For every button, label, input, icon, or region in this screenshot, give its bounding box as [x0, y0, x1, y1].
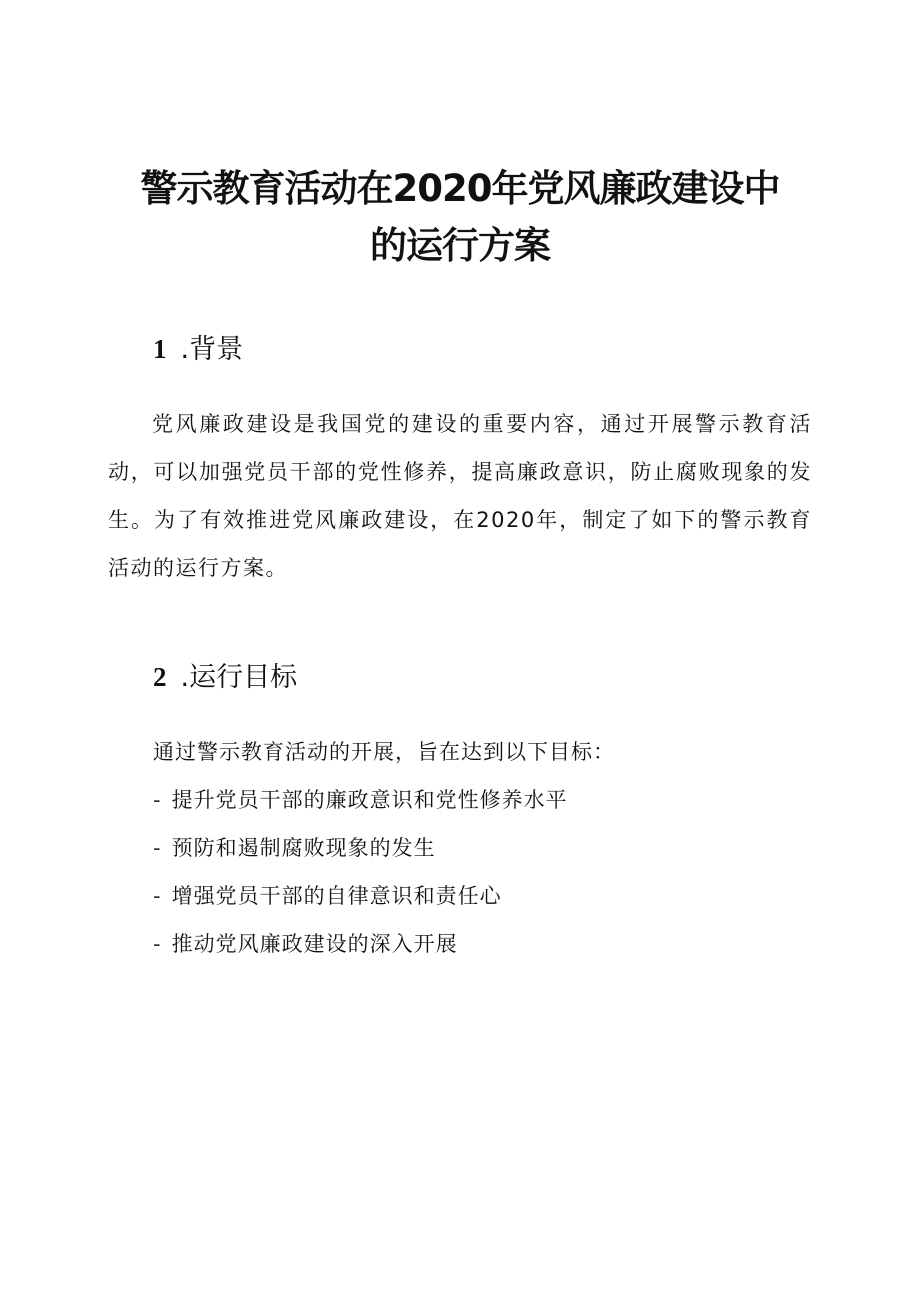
- goals-list: [153, 784, 568, 976]
- section-heading-goals: [153, 659, 297, 696]
- section-title: .背景: [180, 334, 244, 365]
- list-bullet: -: [153, 788, 162, 812]
- list-bullet: -: [153, 884, 162, 908]
- list-item: [153, 928, 568, 976]
- title-line-2: 的运行方案: [370, 224, 550, 267]
- section-heading-background: [153, 331, 243, 368]
- list-item: [153, 832, 568, 880]
- list-item-text: 提升党员干部的廉政意识和党性修养水平: [171, 788, 568, 812]
- list-bullet: -: [153, 932, 162, 956]
- list-item: [153, 784, 568, 832]
- list-item-text: 增强党员干部的自律意识和责任心: [171, 884, 502, 908]
- background-paragraph: 党风廉政建设是我国党的建设的重要内容，通过开展警示教育活动，可以加强党员干部的党性修养，提高廉政意识，防止腐败现象的发生。为了有效推进党风廉政建设，在2020年，制定了如下的警示教育活动的运行方案。: [108, 412, 812, 580]
- list-item: [153, 880, 568, 928]
- section-title: .运行目标: [180, 662, 298, 693]
- list-item-text: 推动党风廉政建设的深入开展: [171, 932, 458, 956]
- title-line-1: 警示教育活动在2020年党风廉政建设中: [140, 167, 780, 210]
- section-number: 2: [153, 662, 167, 692]
- list-item-text: 预防和遏制腐败现象的发生: [171, 836, 436, 860]
- document-title: [0, 160, 920, 274]
- list-bullet: -: [153, 836, 162, 860]
- section-number: 1: [153, 334, 167, 364]
- goals-intro: 通过警示教育活动的开展，旨在达到以下目标：: [153, 740, 615, 764]
